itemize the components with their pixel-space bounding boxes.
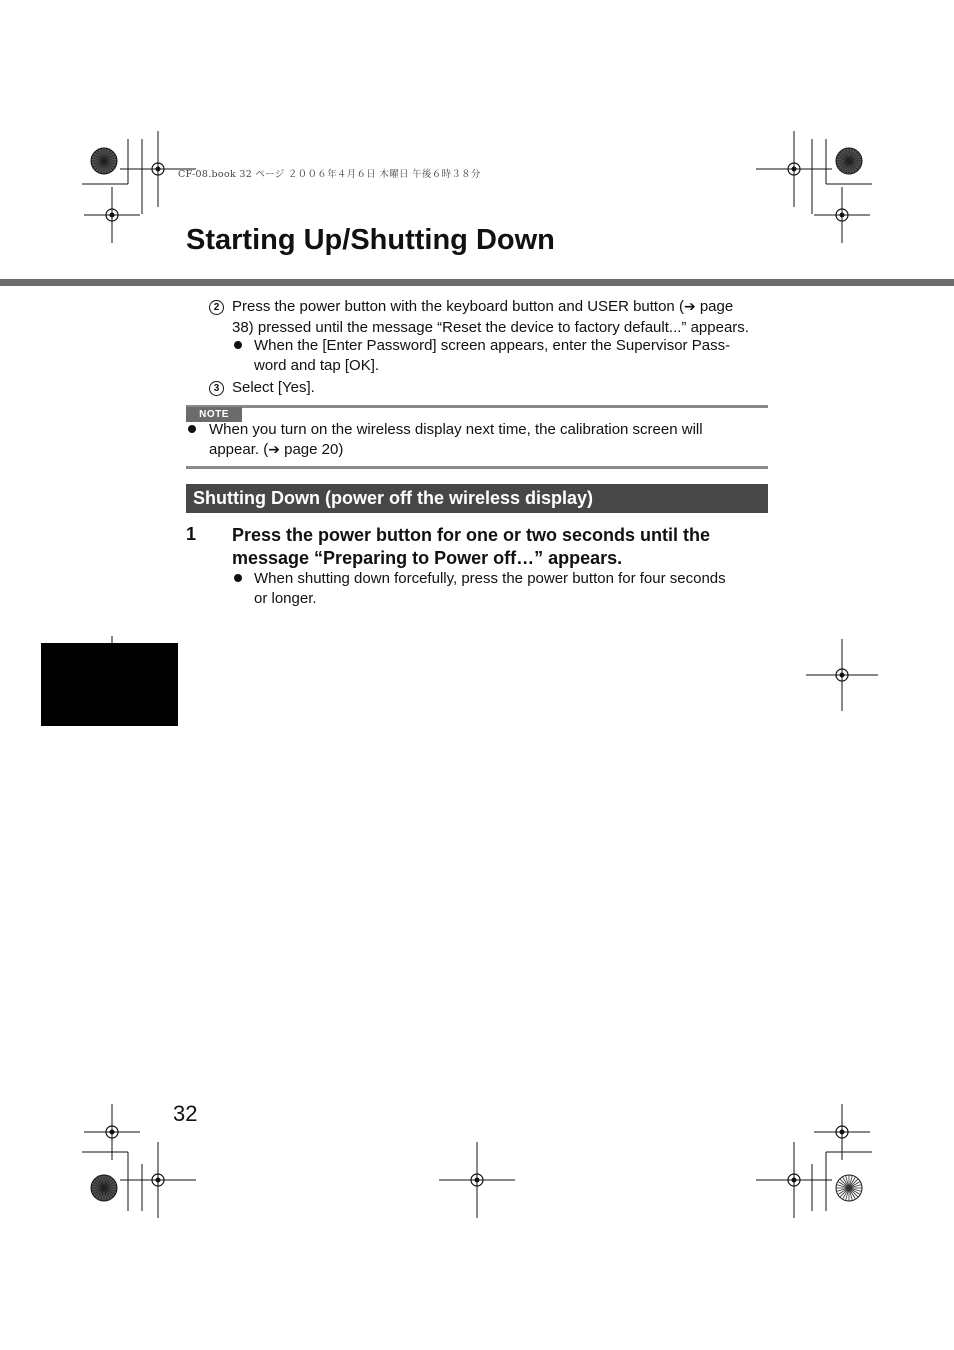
arrow-icon: ➔ <box>683 299 696 315</box>
print-header: CF-08.book 32 ページ ２００６年４月６日 木曜日 午後６時３８分 <box>178 169 481 180</box>
registration-dot-icon <box>840 213 845 218</box>
registration-dot-icon <box>792 167 797 172</box>
note-label: NOTE <box>186 407 242 422</box>
registration-dot-icon <box>110 1130 115 1135</box>
side-tab-block <box>41 643 178 726</box>
step-3-marker: 3 <box>209 378 224 398</box>
registration-dot-icon <box>792 1178 797 1183</box>
step-2-bullet: When the [Enter Password] screen appears, enter the Supervisor Pass- word and tap [OK]. <box>254 337 731 374</box>
note-top-rule <box>186 405 768 408</box>
note-bottom-rule <box>186 466 768 469</box>
registration-dot-icon <box>475 1178 480 1183</box>
registration-dot-icon <box>156 167 161 172</box>
page-title: Starting Up/Shutting Down <box>186 224 555 256</box>
step-2-text: Press the power button with the keyboard button and USER button (➔ page 38) pressed until the message “Reset the device to factory default...” appears. <box>232 298 749 336</box>
bullet-icon <box>234 341 242 349</box>
note-text: When you turn on the wireless display next time, the calibration screen will appear. (➔ page 20) <box>209 421 703 458</box>
bullet-icon <box>188 425 196 433</box>
title-rule <box>0 279 954 286</box>
registration-dot-icon <box>840 1130 845 1135</box>
step-3-text: Select [Yes]. <box>232 379 315 396</box>
step-1-bullet: When shutting down forcefully, press the power button for four seconds or longer. <box>254 570 726 607</box>
page-number: 32 <box>173 1101 198 1126</box>
section-heading: Shutting Down (power off the wireless display) <box>186 484 768 513</box>
registration-dot-icon <box>840 673 845 678</box>
step-2-marker: 2 <box>209 297 224 317</box>
bullet-icon <box>234 574 242 582</box>
arrow-icon: ➔ <box>268 441 280 458</box>
registration-dot-icon <box>156 1178 161 1183</box>
step-1-number: 1 <box>186 524 197 544</box>
step-1-text: Press the power button for one or two seconds until the message “Preparing to Power off…” appears. <box>232 525 711 568</box>
registration-dot-icon <box>110 213 115 218</box>
